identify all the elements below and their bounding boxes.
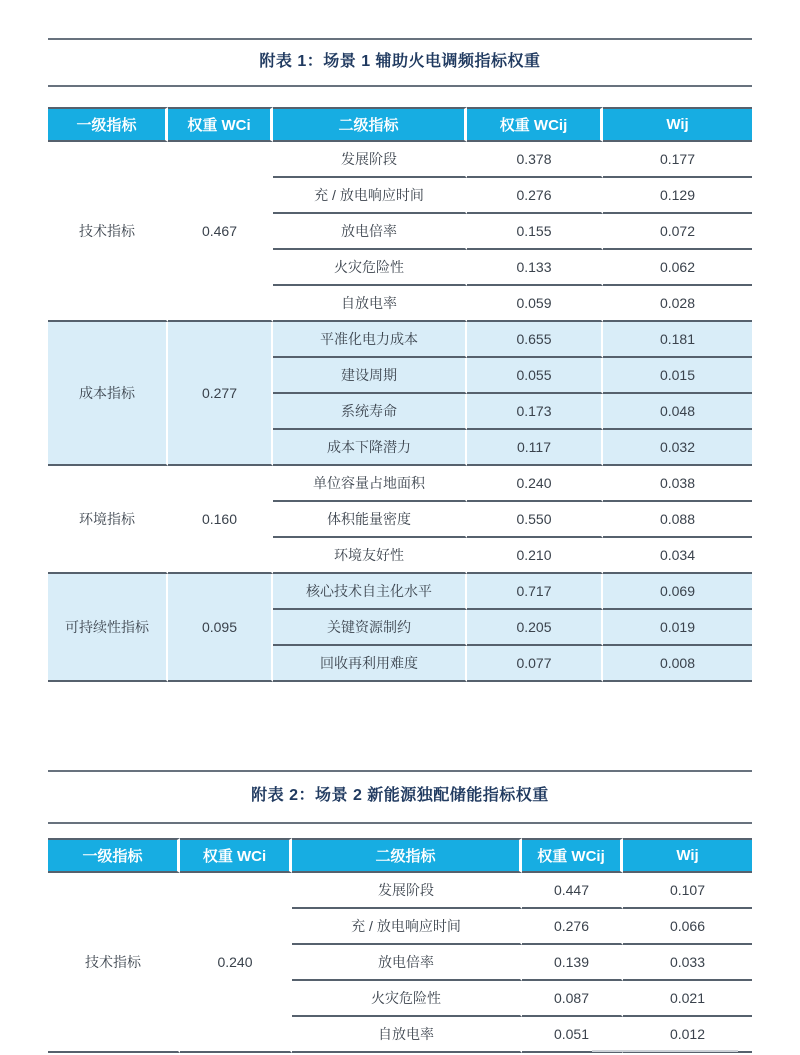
- wcij-value-cell: 0.240: [467, 466, 603, 502]
- wij-value-cell: 0.032: [603, 430, 752, 466]
- secondary-indicator-cell: 体积能量密度: [273, 502, 467, 538]
- primary-indicator-cell: 成本指标: [48, 322, 168, 466]
- column-header: Wij: [603, 107, 752, 142]
- wij-value-cell: 0.015: [603, 358, 752, 394]
- wij-value-cell: 0.107: [623, 873, 752, 909]
- wij-value-cell: 0.129: [603, 178, 752, 214]
- column-header: 权重 WCij: [522, 838, 623, 873]
- appendix-table-1-section: [48, 38, 752, 682]
- primary-weight-cell: 0.160: [168, 466, 273, 574]
- wcij-value-cell: 0.717: [467, 574, 603, 610]
- wij-value-cell: 0.072: [603, 214, 752, 250]
- wcij-value-cell: 0.117: [467, 430, 603, 466]
- wij-value-cell: 0.062: [603, 250, 752, 286]
- wij-value-cell: 0.181: [603, 322, 752, 358]
- column-header: 一级指标: [48, 838, 180, 873]
- wcij-value-cell: 0.550: [467, 502, 603, 538]
- wcij-value-cell: 0.133: [467, 250, 603, 286]
- secondary-indicator-cell: 发展阶段: [292, 873, 522, 909]
- wij-value-cell: 0.033: [623, 945, 752, 981]
- column-header: 权重 WCij: [467, 107, 603, 142]
- secondary-indicator-cell: 充 / 放电响应时间: [292, 909, 522, 945]
- wcij-value-cell: 0.205: [467, 610, 603, 646]
- table-2-title: 附表 2：场景 2 新能源独配储能指标权重: [251, 787, 549, 804]
- wij-value-cell: 0.038: [603, 466, 752, 502]
- primary-weight-cell: 0.467: [168, 142, 273, 322]
- wij-value-cell: 0.019: [603, 610, 752, 646]
- wcij-value-cell: 0.055: [467, 358, 603, 394]
- wij-value-cell: 0.021: [623, 981, 752, 1017]
- secondary-indicator-cell: 自放电率: [273, 286, 467, 322]
- wcij-value-cell: 0.087: [522, 981, 623, 1017]
- wcij-value-cell: 0.447: [522, 873, 623, 909]
- column-header: 二级指标: [273, 107, 467, 142]
- title-bottom-rule: [48, 85, 752, 87]
- wcij-value-cell: 0.276: [522, 909, 623, 945]
- secondary-indicator-cell: 平准化电力成本: [273, 322, 467, 358]
- secondary-indicator-cell: 成本下降潜力: [273, 430, 467, 466]
- secondary-indicator-cell: 火灾危险性: [292, 981, 522, 1017]
- weights-table-2: [48, 838, 752, 1053]
- secondary-indicator-cell: 自放电率: [292, 1017, 522, 1053]
- wij-value-cell: 0.008: [603, 646, 752, 682]
- wij-value-cell: 0.088: [603, 502, 752, 538]
- secondary-indicator-cell: 核心技术自主化水平: [273, 574, 467, 610]
- column-header: 权重 WCi: [180, 838, 292, 873]
- secondary-indicator-cell: 放电倍率: [292, 945, 522, 981]
- appendix-table-2-section: [48, 770, 752, 1053]
- primary-indicator-cell: 环境指标: [48, 466, 168, 574]
- page-cutoff-line: [592, 1050, 738, 1052]
- secondary-indicator-cell: 放电倍率: [273, 214, 467, 250]
- wcij-value-cell: 0.276: [467, 178, 603, 214]
- table-row: [48, 873, 752, 909]
- table-row: [48, 322, 752, 358]
- table-row: [48, 142, 752, 178]
- table-row: [48, 466, 752, 502]
- secondary-indicator-cell: 火灾危险性: [273, 250, 467, 286]
- secondary-indicator-cell: 系统寿命: [273, 394, 467, 430]
- table-row: [48, 574, 752, 610]
- wij-value-cell: 0.012: [623, 1017, 752, 1053]
- wcij-value-cell: 0.059: [467, 286, 603, 322]
- primary-indicator-cell: 可持续性指标: [48, 574, 168, 682]
- wij-value-cell: 0.066: [623, 909, 752, 945]
- header-row: [48, 107, 752, 142]
- wcij-value-cell: 0.077: [467, 646, 603, 682]
- wcij-value-cell: 0.139: [522, 945, 623, 981]
- primary-weight-cell: 0.277: [168, 322, 273, 466]
- secondary-indicator-cell: 建设周期: [273, 358, 467, 394]
- wcij-value-cell: 0.155: [467, 214, 603, 250]
- secondary-indicator-cell: 充 / 放电响应时间: [273, 178, 467, 214]
- header-row: [48, 838, 752, 873]
- wij-value-cell: 0.048: [603, 394, 752, 430]
- wcij-value-cell: 0.051: [522, 1017, 623, 1053]
- secondary-indicator-cell: 环境友好性: [273, 538, 467, 574]
- wcij-value-cell: 0.173: [467, 394, 603, 430]
- wij-value-cell: 0.177: [603, 142, 752, 178]
- wcij-value-cell: 0.655: [467, 322, 603, 358]
- secondary-indicator-cell: 单位容量占地面积: [273, 466, 467, 502]
- wij-value-cell: 0.069: [603, 574, 752, 610]
- wcij-value-cell: 0.378: [467, 142, 603, 178]
- wij-value-cell: 0.034: [603, 538, 752, 574]
- primary-weight-cell: 0.240: [180, 873, 292, 1053]
- secondary-indicator-cell: 关键资源制约: [273, 610, 467, 646]
- column-header: 一级指标: [48, 107, 168, 142]
- wij-value-cell: 0.028: [603, 286, 752, 322]
- primary-weight-cell: 0.095: [168, 574, 273, 682]
- secondary-indicator-cell: 回收再利用难度: [273, 646, 467, 682]
- column-header: Wij: [623, 838, 752, 873]
- wcij-value-cell: 0.210: [467, 538, 603, 574]
- secondary-indicator-cell: 发展阶段: [273, 142, 467, 178]
- primary-indicator-cell: 技术指标: [48, 873, 180, 1053]
- column-header: 权重 WCi: [168, 107, 273, 142]
- table-1-title: 附表 1：场景 1 辅助火电调频指标权重: [259, 53, 541, 70]
- weights-table-1: [48, 107, 752, 682]
- column-header: 二级指标: [292, 838, 522, 873]
- title-bottom-rule: [48, 822, 752, 824]
- primary-indicator-cell: 技术指标: [48, 142, 168, 322]
